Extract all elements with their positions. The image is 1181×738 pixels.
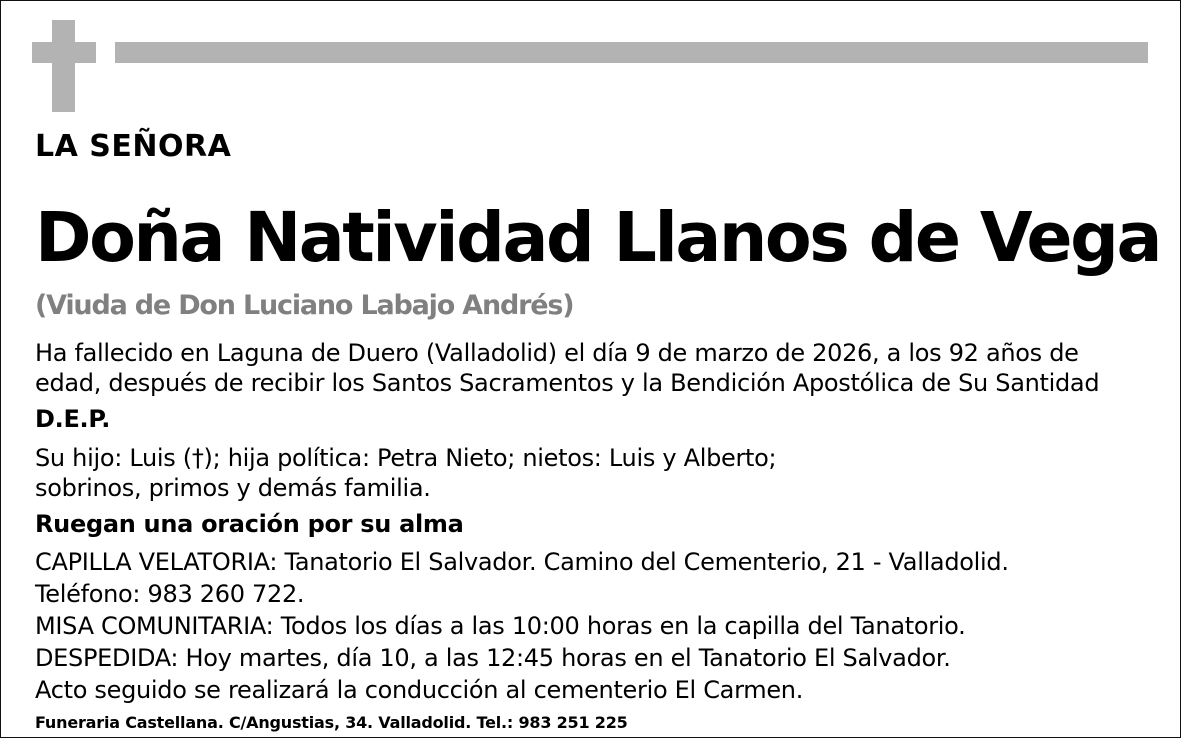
farewell-line: DESPEDIDA: Hoy martes, día 10, a las 12:45 horas en el Tanatorio El Salvador. — [35, 644, 951, 672]
family-line-1: Su hijo: Luis (†); hija política: Petra Nieto; nietos: Luis y Alberto; — [35, 444, 777, 472]
cross-icon-horizontal — [32, 42, 96, 63]
funeral-home-footer: Funeraria Castellana. C/Angustias, 34. Valladolid. Tel.: 983 251 225 — [35, 713, 628, 732]
family-line-2: sobrinos, primos y demás familia. — [35, 474, 431, 502]
procession-line: Acto seguido se realizará la conducción al cementerio El Carmen. — [35, 676, 804, 704]
death-line-2: edad, después de recibir los Santos Sacramentos y la Bendición Apostólica de Su Santidad — [35, 369, 1100, 397]
pretitle: LA SEÑORA — [35, 129, 232, 164]
chapel-line-2: Teléfono: 983 260 722. — [35, 580, 305, 608]
header-bar — [115, 42, 1148, 63]
cross-icon-vertical — [52, 20, 75, 112]
prayer-line: Ruegan una oración por su alma — [35, 510, 464, 538]
mass-line: MISA COMUNITARIA: Todos los días a las 10:00 horas en la capilla del Tanatorio. — [35, 612, 966, 640]
chapel-line-1: CAPILLA VELATORIA: Tanatorio El Salvador. Camino del Cementerio, 21 - Valladolid. — [35, 548, 1009, 576]
dep-label: D.E.P. — [35, 405, 111, 433]
deceased-name: Doña Natividad Llanos de Vega — [35, 198, 1160, 278]
death-line-1: Ha fallecido en Laguna de Duero (Valladolid) el día 9 de marzo de 2026, a los 92 años de — [35, 339, 1079, 367]
widow-of: (Viuda de Don Luciano Labajo Andrés) — [35, 290, 574, 321]
